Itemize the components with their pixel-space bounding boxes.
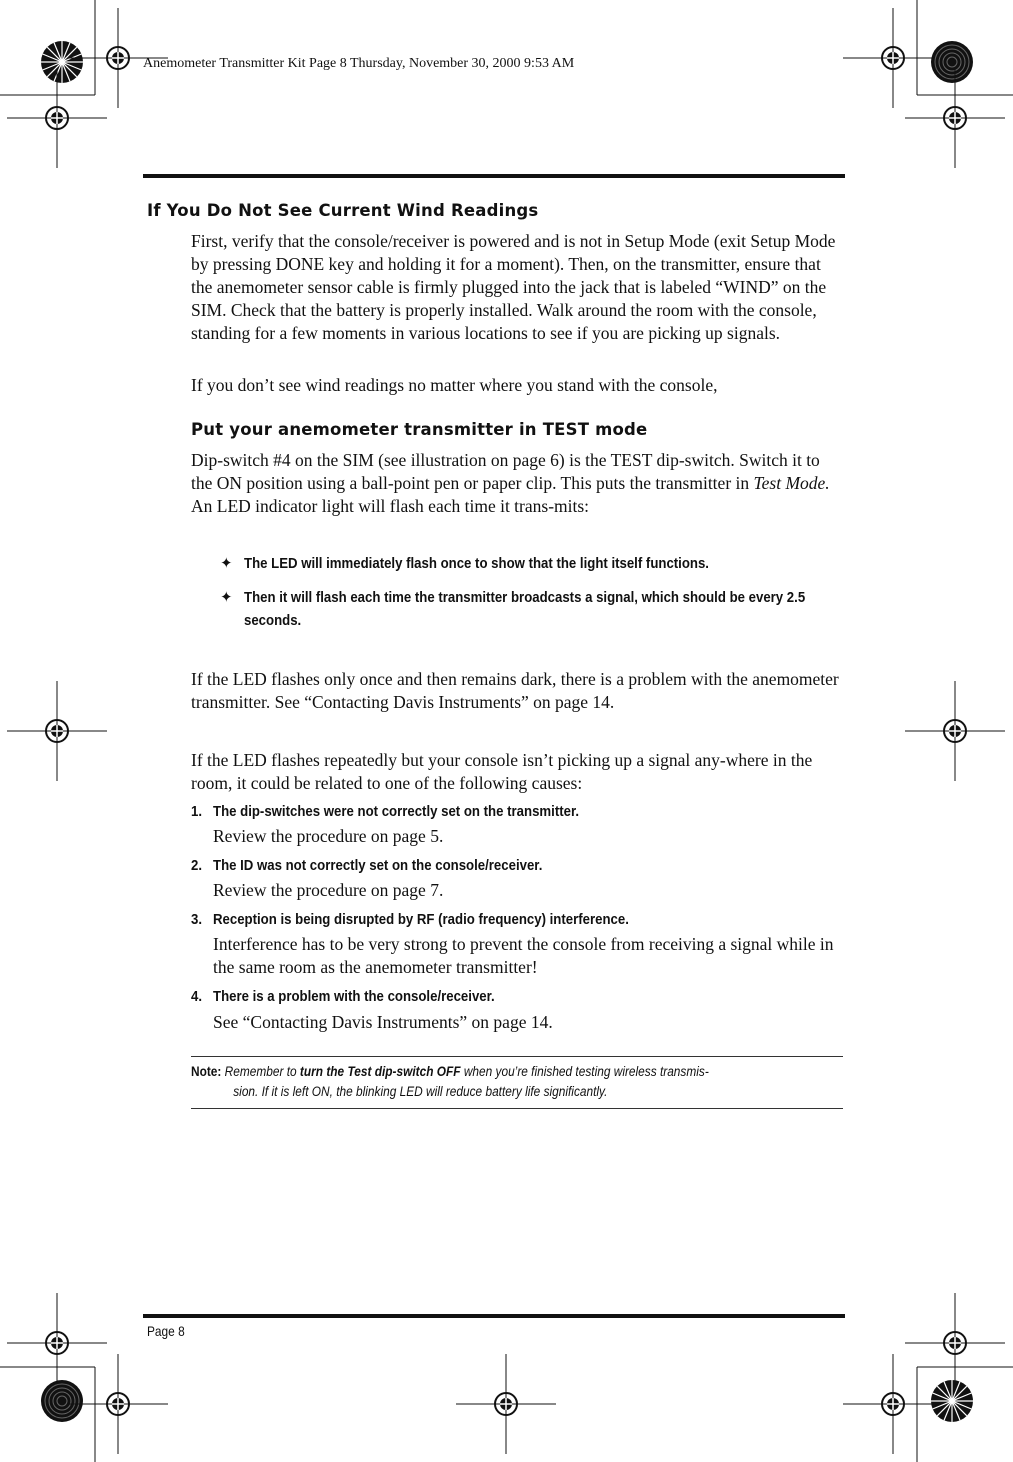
cause-title: The ID was not correctly set on the console/receiver. — [213, 857, 543, 874]
dip-switch-text-1: Dip-switch #4 on the SIM (see illustration on page 6) is the TEST dip-switch. Switch it to the ON position using a ball-point pen or paper clip. This puts the transmitter in — [191, 450, 820, 493]
led-once-paragraph: If the LED flashes only once and then remains dark, there is a problem with the anemometer transmitter. See “Contacting Davis Instruments” on page 14. — [191, 669, 839, 712]
footer-rule — [143, 1314, 845, 1318]
registration-cross-mark — [843, 1354, 943, 1454]
note-text-1: Remember to — [221, 1064, 300, 1079]
note-top-rule — [191, 1056, 843, 1057]
cause-body: See “Contacting Davis Instruments” on page 14. — [213, 1012, 553, 1032]
registration-cross-mark — [68, 1354, 168, 1454]
cause-title: The dip-switches were not correctly set on the transmitter. — [213, 803, 580, 820]
subsection-heading: Put your anemometer transmitter in TEST mode — [191, 420, 648, 439]
cause-heading — [191, 908, 807, 931]
registration-rings-mark — [41, 1380, 83, 1422]
intro-paragraph: First, verify that the console/receiver is powered and is not in Setup Mode (exit Setup Mode by pressing DONE key and holding it for a moment). Then, on the transmitter, ensure that the anemometer sensor cable is firmly plugged into the jack that is labeled “WIND” on the SIM. Check that the battery is properly installed. Walk around the room with the console, standing for a few moments in various locations to see if you are picking up signals. — [191, 231, 836, 343]
dip-switch-text-2: An LED indicator light will flash each time it trans-mits: — [191, 496, 590, 516]
note-text-2: when you’re finished testing wireless transmis- — [460, 1064, 709, 1079]
note-emphasis: turn the Test dip-switch OFF — [299, 1064, 461, 1079]
registration-cross-mark — [7, 681, 107, 781]
note-block — [191, 1062, 825, 1102]
diamond-star-bullet-icon: ✦ — [220, 555, 233, 572]
no-readings-paragraph: If you don’t see wind readings no matter where you stand with the console, — [191, 375, 718, 395]
note-label: Note: — [191, 1064, 222, 1079]
cause-heading — [191, 985, 807, 1008]
page-number: Page 8 — [147, 1323, 185, 1339]
dip-switch-paragraph — [191, 449, 843, 518]
test-mode-term: Test Mode. — [753, 473, 830, 493]
registration-cross-mark — [7, 1293, 107, 1393]
cause-number: 1. — [191, 803, 203, 820]
registration-rings-mark — [931, 41, 973, 83]
section-heading: If You Do Not See Current Wind Readings — [147, 201, 539, 220]
registration-cross-mark — [7, 68, 107, 168]
registration-star-mark — [931, 1380, 973, 1422]
diamond-star-bullet-icon: ✦ — [220, 589, 233, 606]
bullet-item — [220, 586, 840, 632]
cause-number: 2. — [191, 857, 203, 874]
cause-number: 3. — [191, 911, 203, 928]
cause-body: Review the procedure on page 7. — [213, 880, 444, 900]
registration-cross-mark — [843, 8, 943, 108]
cause-heading — [191, 854, 807, 877]
bullet-text: Then it will flash each time the transmitter broadcasts a signal, which should be every 2.5 seconds. — [244, 589, 806, 629]
cause-number: 4. — [191, 988, 203, 1005]
cause-title: There is a problem with the console/receiver. — [213, 988, 495, 1005]
note-bottom-rule — [191, 1108, 843, 1109]
cause-body: Review the procedure on page 5. — [213, 826, 444, 846]
header-rule — [143, 174, 845, 178]
cause-title: Reception is being disrupted by RF (radio frequency) interference. — [213, 911, 629, 928]
registration-cross-mark — [905, 681, 1005, 781]
note-text-line2: sion. If it is left ON, the blinking LED will reduce battery life significantly. — [233, 1084, 608, 1099]
bullet-item — [220, 552, 840, 575]
registration-cross-mark — [456, 1354, 556, 1454]
registration-star-mark — [41, 41, 83, 83]
cause-heading — [191, 800, 807, 823]
cause-body: Interference has to be very strong to prevent the console from receiving a signal while in the same room as the anemometer transmitter! — [213, 934, 834, 977]
bullet-text: The LED will immediately flash once to show that the light itself functions. — [244, 555, 709, 572]
led-repeat-paragraph: If the LED flashes repeatedly but your console isn’t picking up a signal any-where in the room, it could be related to one of the following causes: — [191, 750, 813, 793]
registration-cross-mark — [905, 1293, 1005, 1393]
print-slug: Anemometer Transmitter Kit Page 8 Thursday, November 30, 2000 9:53 AM — [143, 56, 575, 71]
registration-cross-mark — [905, 68, 1005, 168]
